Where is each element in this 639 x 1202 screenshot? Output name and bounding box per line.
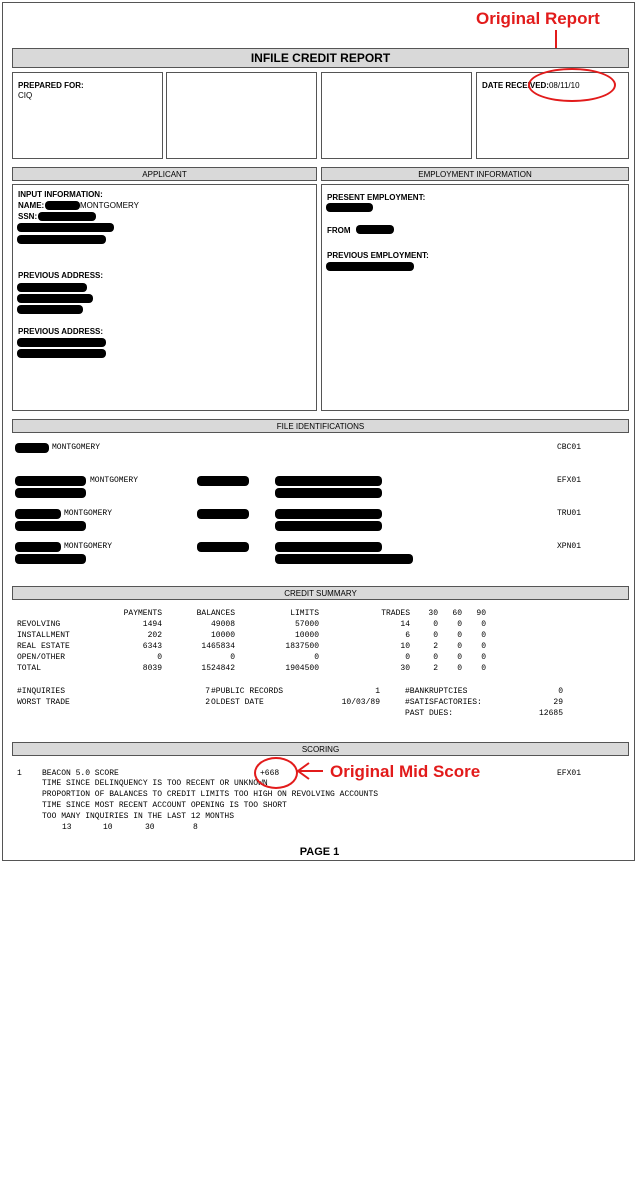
column-header: LIMITS: [290, 609, 319, 618]
column-header: TRADES: [381, 609, 410, 618]
redaction: [275, 476, 382, 486]
satisfactories-label: #SATISFACTORIES:: [405, 698, 482, 707]
row-label: TOTAL: [17, 664, 42, 673]
redaction: [17, 349, 106, 358]
limits-cell: 0: [314, 653, 319, 662]
previous-address-label-2: PREVIOUS ADDRESS:: [18, 327, 104, 336]
column-header: 60: [452, 609, 462, 618]
employment-header: EMPLOYMENT INFORMATION: [321, 167, 629, 181]
credit-summary-header: CREDIT SUMMARY: [12, 586, 629, 600]
worst-trade-label: WORST TRADE: [17, 698, 70, 707]
redaction: [275, 554, 413, 564]
trades-cell: 14: [400, 620, 410, 629]
original-report-annotation: Original Report: [476, 9, 600, 28]
d30-cell: 2: [433, 642, 438, 651]
score-value: +668: [260, 769, 280, 778]
file-id-surname: MONTGOMERY: [52, 443, 101, 452]
previous-address-label-1: PREVIOUS ADDRESS:: [18, 271, 104, 280]
payments-cell: 1494: [142, 620, 162, 629]
payments-cell: 6343: [142, 642, 162, 651]
redaction: [326, 262, 414, 271]
limits-cell: 10000: [294, 631, 319, 640]
credit-summary-stats: [17, 686, 577, 722]
redaction: [15, 554, 86, 564]
name-label: NAME:: [18, 201, 45, 210]
redaction: [197, 476, 249, 486]
score-model: BEACON 5.0 SCORE: [42, 769, 119, 778]
d60-cell: 0: [457, 664, 462, 673]
employment-box: [321, 184, 629, 411]
reason-code: 10: [103, 823, 113, 832]
annotation-arrow-left-icon: [296, 761, 324, 781]
column-header: BALANCES: [196, 609, 235, 618]
redaction: [197, 509, 249, 519]
row-label: OPEN/OTHER: [17, 653, 66, 662]
score-reason: TIME SINCE MOST RECENT ACCOUNT OPENING IS TOO SHORT: [42, 801, 287, 810]
redaction: [17, 235, 106, 244]
bankruptcies-label: #BANKRUPTCIES: [405, 687, 468, 696]
d60-cell: 0: [457, 642, 462, 651]
empty-box-2: [321, 72, 472, 159]
balances-cell: 0: [230, 653, 235, 662]
redaction: [15, 542, 61, 552]
applicant-box: [12, 184, 317, 411]
empty-box-1: [166, 72, 317, 159]
public-records-label: #PUBLIC RECORDS: [211, 687, 284, 696]
file-id-surname: MONTGOMERY: [90, 476, 139, 485]
credit-summary-table: [17, 608, 577, 678]
score-highlight-circle: [254, 757, 298, 789]
redaction: [197, 542, 249, 552]
redaction: [15, 476, 86, 486]
previous-employment-label: PREVIOUS EMPLOYMENT:: [327, 251, 429, 260]
from-label: FROM: [327, 226, 351, 235]
limits-cell: 57000: [294, 620, 319, 629]
redaction: [17, 283, 87, 292]
score-reason: TOO MANY INQUIRIES IN THE LAST 12 MONTHS: [42, 812, 235, 821]
input-information-label: INPUT INFORMATION:: [18, 190, 103, 199]
redaction: [17, 305, 83, 314]
d30-cell: 0: [433, 620, 438, 629]
date-highlight-circle: [528, 68, 616, 102]
inquiries-value: 7: [205, 687, 210, 696]
balances-cell: 49008: [210, 620, 235, 629]
file-id-code: XPN01: [557, 542, 582, 551]
balances-cell: 1465834: [201, 642, 235, 651]
d90-cell: 0: [481, 620, 486, 629]
redaction: [275, 509, 382, 519]
prepared-for-label: PREPARED FOR:: [18, 81, 84, 90]
oldest-date-label: OLDEST DATE: [211, 698, 264, 707]
redaction: [326, 203, 373, 212]
report-title: INFILE CREDIT REPORT: [12, 48, 629, 68]
d90-cell: 0: [481, 631, 486, 640]
redaction: [15, 488, 86, 498]
file-id-code: EFX01: [557, 476, 582, 485]
score-index: 1: [17, 769, 22, 778]
d60-cell: 0: [457, 631, 462, 640]
d30-cell: 0: [433, 653, 438, 662]
trades-cell: 6: [405, 631, 410, 640]
redaction: [15, 509, 61, 519]
score-bureau: EFX01: [557, 769, 582, 778]
worst-trade-value: 2: [205, 698, 210, 707]
date-received-label: DATE RECEIVED:: [482, 81, 549, 90]
ssn-label: SSN:: [18, 212, 38, 221]
column-header: 90: [476, 609, 486, 618]
trades-cell: 30: [400, 664, 410, 673]
redaction: [38, 212, 96, 221]
row-label: INSTALLMENT: [17, 631, 70, 640]
prepared-for-box: [12, 72, 163, 159]
balances-cell: 10000: [210, 631, 235, 640]
public-records-value: 1: [375, 687, 380, 696]
d90-cell: 0: [481, 653, 486, 662]
file-identifications-header: FILE IDENTIFICATIONS: [12, 419, 629, 433]
date-received-value: 08/11/10: [548, 81, 580, 90]
redaction: [17, 223, 114, 232]
payments-cell: 202: [147, 631, 162, 640]
reason-code: 13: [62, 823, 72, 832]
redaction: [15, 443, 49, 453]
d30-cell: 2: [433, 664, 438, 673]
redaction: [45, 201, 80, 210]
balances-cell: 1524842: [201, 664, 235, 673]
past-dues-label: PAST DUES:: [405, 709, 454, 718]
score-reason: PROPORTION OF BALANCES TO CREDIT LIMITS TOO HIGH ON REVOLVING ACCOUNTS: [42, 790, 379, 799]
d30-cell: 0: [433, 631, 438, 640]
prepared-for-value: CIQ: [18, 91, 33, 100]
oldest-date-value: 10/03/89: [341, 698, 380, 707]
scoring-header: SCORING: [12, 742, 629, 756]
file-id-code: CBC01: [557, 443, 582, 452]
row-label: REAL ESTATE: [17, 642, 70, 651]
redaction: [275, 542, 382, 552]
inquiries-label: #INQUIRIES: [17, 687, 66, 696]
file-id-surname: MONTGOMERY: [64, 509, 113, 518]
redaction: [275, 488, 382, 498]
reason-code: 8: [193, 823, 198, 832]
applicant-surname: MONTGOMERY: [80, 201, 139, 210]
d60-cell: 0: [457, 653, 462, 662]
limits-cell: 1904500: [285, 664, 319, 673]
d60-cell: 0: [457, 620, 462, 629]
limits-cell: 1837500: [285, 642, 319, 651]
payments-cell: 8039: [142, 664, 162, 673]
file-id-code: TRU01: [557, 509, 582, 518]
present-employment-label: PRESENT EMPLOYMENT:: [327, 193, 426, 202]
payments-cell: 0: [157, 653, 162, 662]
original-mid-score-annotation: Original Mid Score: [330, 762, 481, 781]
past-dues-value: 12685: [538, 709, 563, 718]
bankruptcies-value: 0: [558, 687, 563, 696]
column-header: 30: [428, 609, 438, 618]
d90-cell: 0: [481, 642, 486, 651]
trades-cell: 0: [405, 653, 410, 662]
redaction: [17, 294, 93, 303]
column-header: PAYMENTS: [123, 609, 162, 618]
satisfactories-value: 29: [553, 698, 563, 707]
redaction: [17, 338, 106, 347]
redaction: [356, 225, 394, 234]
applicant-header: APPLICANT: [12, 167, 317, 181]
row-label: REVOLVING: [17, 620, 61, 629]
d90-cell: 0: [481, 664, 486, 673]
file-id-surname: MONTGOMERY: [64, 542, 113, 551]
reason-code: 30: [145, 823, 155, 832]
trades-cell: 10: [400, 642, 410, 651]
page-number: PAGE 1: [299, 846, 340, 858]
redaction: [15, 521, 86, 531]
score-reason: TIME SINCE DELINQUENCY IS TOO RECENT OR UNKNOWN: [42, 779, 268, 788]
redaction: [275, 521, 382, 531]
